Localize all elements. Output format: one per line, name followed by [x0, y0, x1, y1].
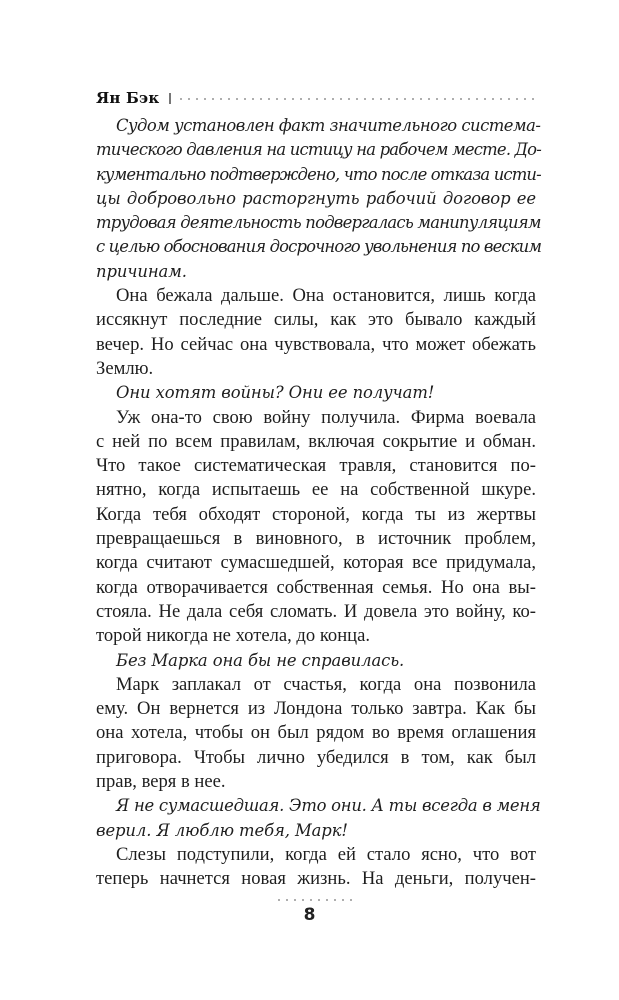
text-line: трудовая деятельность подвергалась манипуляциям — [96, 213, 541, 233]
header-divider — [169, 93, 171, 104]
text-line: стояла. Не дала себя сломать. И довела это войну, ко- — [96, 600, 536, 622]
text-line: Уж она-то свою войну получила. Фирма воевала — [116, 406, 536, 428]
text-line: она хотела, чтобы он был рядом во время оглашения — [96, 722, 536, 744]
text-line: ему. Он вернется из Лондона только завтра. Как бы — [96, 698, 536, 720]
text-line: верил. Я люблю тебя, Марк! — [96, 820, 348, 840]
text-line: торой никогда не хотела, до конца. — [96, 625, 371, 647]
text-line: Что такое систематическая травля, становится по- — [96, 455, 536, 477]
text-line: иссякнут последние силы, как это бывало каждый — [96, 309, 536, 331]
text-line: Без Марка она бы не справилась. — [116, 650, 405, 670]
text-line: нятно, когда испытаешь ее на собственной шкуре. — [96, 479, 536, 501]
text-line: с ней по всем правилам, включая сокрытие и обман. — [96, 430, 536, 452]
text-line: приговора. Чтобы лично убедился в том, как был — [96, 746, 536, 768]
text-line: причинам. — [96, 261, 187, 281]
text-line: когда считают сумасшедшей, которая все придумала, — [96, 552, 536, 574]
page-number: 8 — [303, 905, 316, 925]
author-name: Ян Бэк — [96, 89, 160, 107]
text-line: Она бежала дальше. Она остановится, лишь когда — [116, 285, 536, 307]
text-line: Когда тебя обходят стороной, когда ты из жертвы — [96, 503, 536, 525]
text-line: цы добровольно расторгнуть рабочий договор ее — [96, 188, 536, 208]
text-line: теперь начнется новая жизнь. На деньги, получен- — [96, 868, 536, 890]
header-dotted-rule — [177, 98, 536, 100]
text-line: когда отворачивается собственная семья. Но она вы- — [96, 576, 536, 598]
text-line: Судом установлен факт значительного система- — [116, 116, 541, 135]
text-line: вечер. Но сейчас она чувствовала, что может обежать — [96, 333, 536, 355]
footer-dotted-rule — [275, 899, 355, 901]
running-header — [96, 88, 536, 108]
text-line: Они хотят войны? Они ее получат! — [116, 383, 435, 403]
body-text — [96, 114, 542, 892]
text-line: кументально подтверждено, что после отказа исти- — [96, 164, 541, 184]
text-line: Я не сумасшедшая. Это они. А ты всегда в меня — [116, 796, 541, 816]
text-line: прав, веря в нее. — [96, 771, 226, 793]
text-line: тического давления на истицу на рабочем месте. До- — [96, 140, 541, 160]
text-line: с целью обоснования досрочного увольнения по веским — [96, 237, 542, 257]
text-line: Марк заплакал от счастья, когда она позвонила — [116, 673, 536, 695]
text-line: Землю. — [96, 357, 154, 379]
text-line: превращаешься в виновного, в источник проблем, — [96, 528, 536, 550]
text-line: Слезы подступили, когда ей стало ясно, что вот — [116, 843, 536, 865]
